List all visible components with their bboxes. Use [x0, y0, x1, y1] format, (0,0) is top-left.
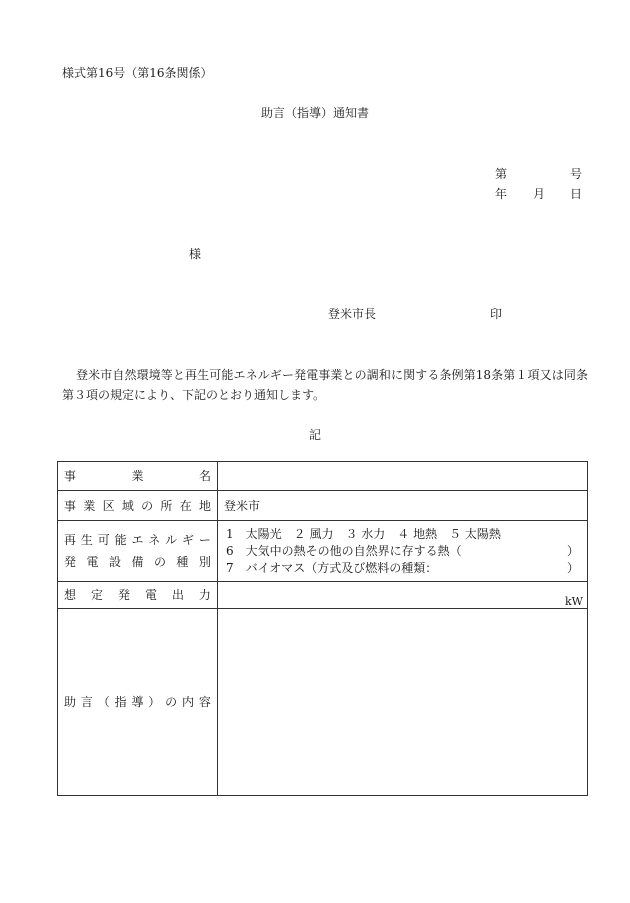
facility-type-options — [218, 521, 588, 582]
facility-type-label: 再 生 可 能 エ ネ ル ギ ー 発 電 設 備 の 種 別 — [58, 521, 218, 582]
ki-heading: 記 — [308, 428, 321, 442]
advice-content-value[interactable] — [218, 609, 588, 796]
form-number: 様式第16号（第16条関係） — [62, 66, 213, 80]
table-row-project-location — [58, 491, 588, 521]
project-location-label: 事 業 区 域 の 所 在 地 — [58, 491, 218, 521]
table-row-facility-type — [58, 521, 588, 582]
issuer-name: 登米市長 — [328, 307, 377, 321]
planned-output-value[interactable]: kW — [218, 582, 588, 609]
facility-type-option-line-3[interactable]: 7 バイオマス（方式及び燃料の種類： ） — [226, 560, 579, 575]
date-month-label: 月 — [533, 187, 546, 201]
date-day-label: 日 — [570, 187, 583, 201]
seal-mark: 印 — [490, 307, 503, 321]
facility-type-option-line-1[interactable]: 1 太陽光 ２ 風力 ３ 水力 ４ 地熱 ５ 太陽熱 — [226, 526, 501, 541]
document-title: 助言（指導）通知書 — [260, 106, 369, 120]
date-year-label: 年 — [495, 187, 508, 201]
document-number-suffix: 号 — [570, 167, 583, 181]
form-table — [57, 461, 588, 796]
project-name-value[interactable] — [218, 462, 588, 491]
body-paragraph: 登米市自然環境等と再生可能エネルギー発電事業との調和に関する条例第18条第１項又は同条第３項の規定により、下記のとおり通知します。 — [62, 368, 588, 402]
label-justified: 事 業 名 — [64, 469, 211, 483]
advice-content-label: 助 言 （ 指 導 ） の 内 容 — [58, 609, 218, 796]
project-location-value[interactable]: 登米市 — [218, 491, 588, 521]
facility-type-option-line-2[interactable]: 6 大気中の熱その他の自然界に存する熱（ ） — [226, 543, 579, 558]
document-number-prefix: 第 — [495, 167, 508, 181]
addressee-honorific: 様 — [189, 247, 202, 261]
project-name-label — [58, 462, 218, 491]
table-row-planned-output — [58, 582, 588, 609]
planned-output-label: 想 定 発 電 出 力 — [58, 582, 218, 609]
table-row-advice-content — [58, 609, 588, 796]
table-row-project-name — [58, 462, 588, 491]
